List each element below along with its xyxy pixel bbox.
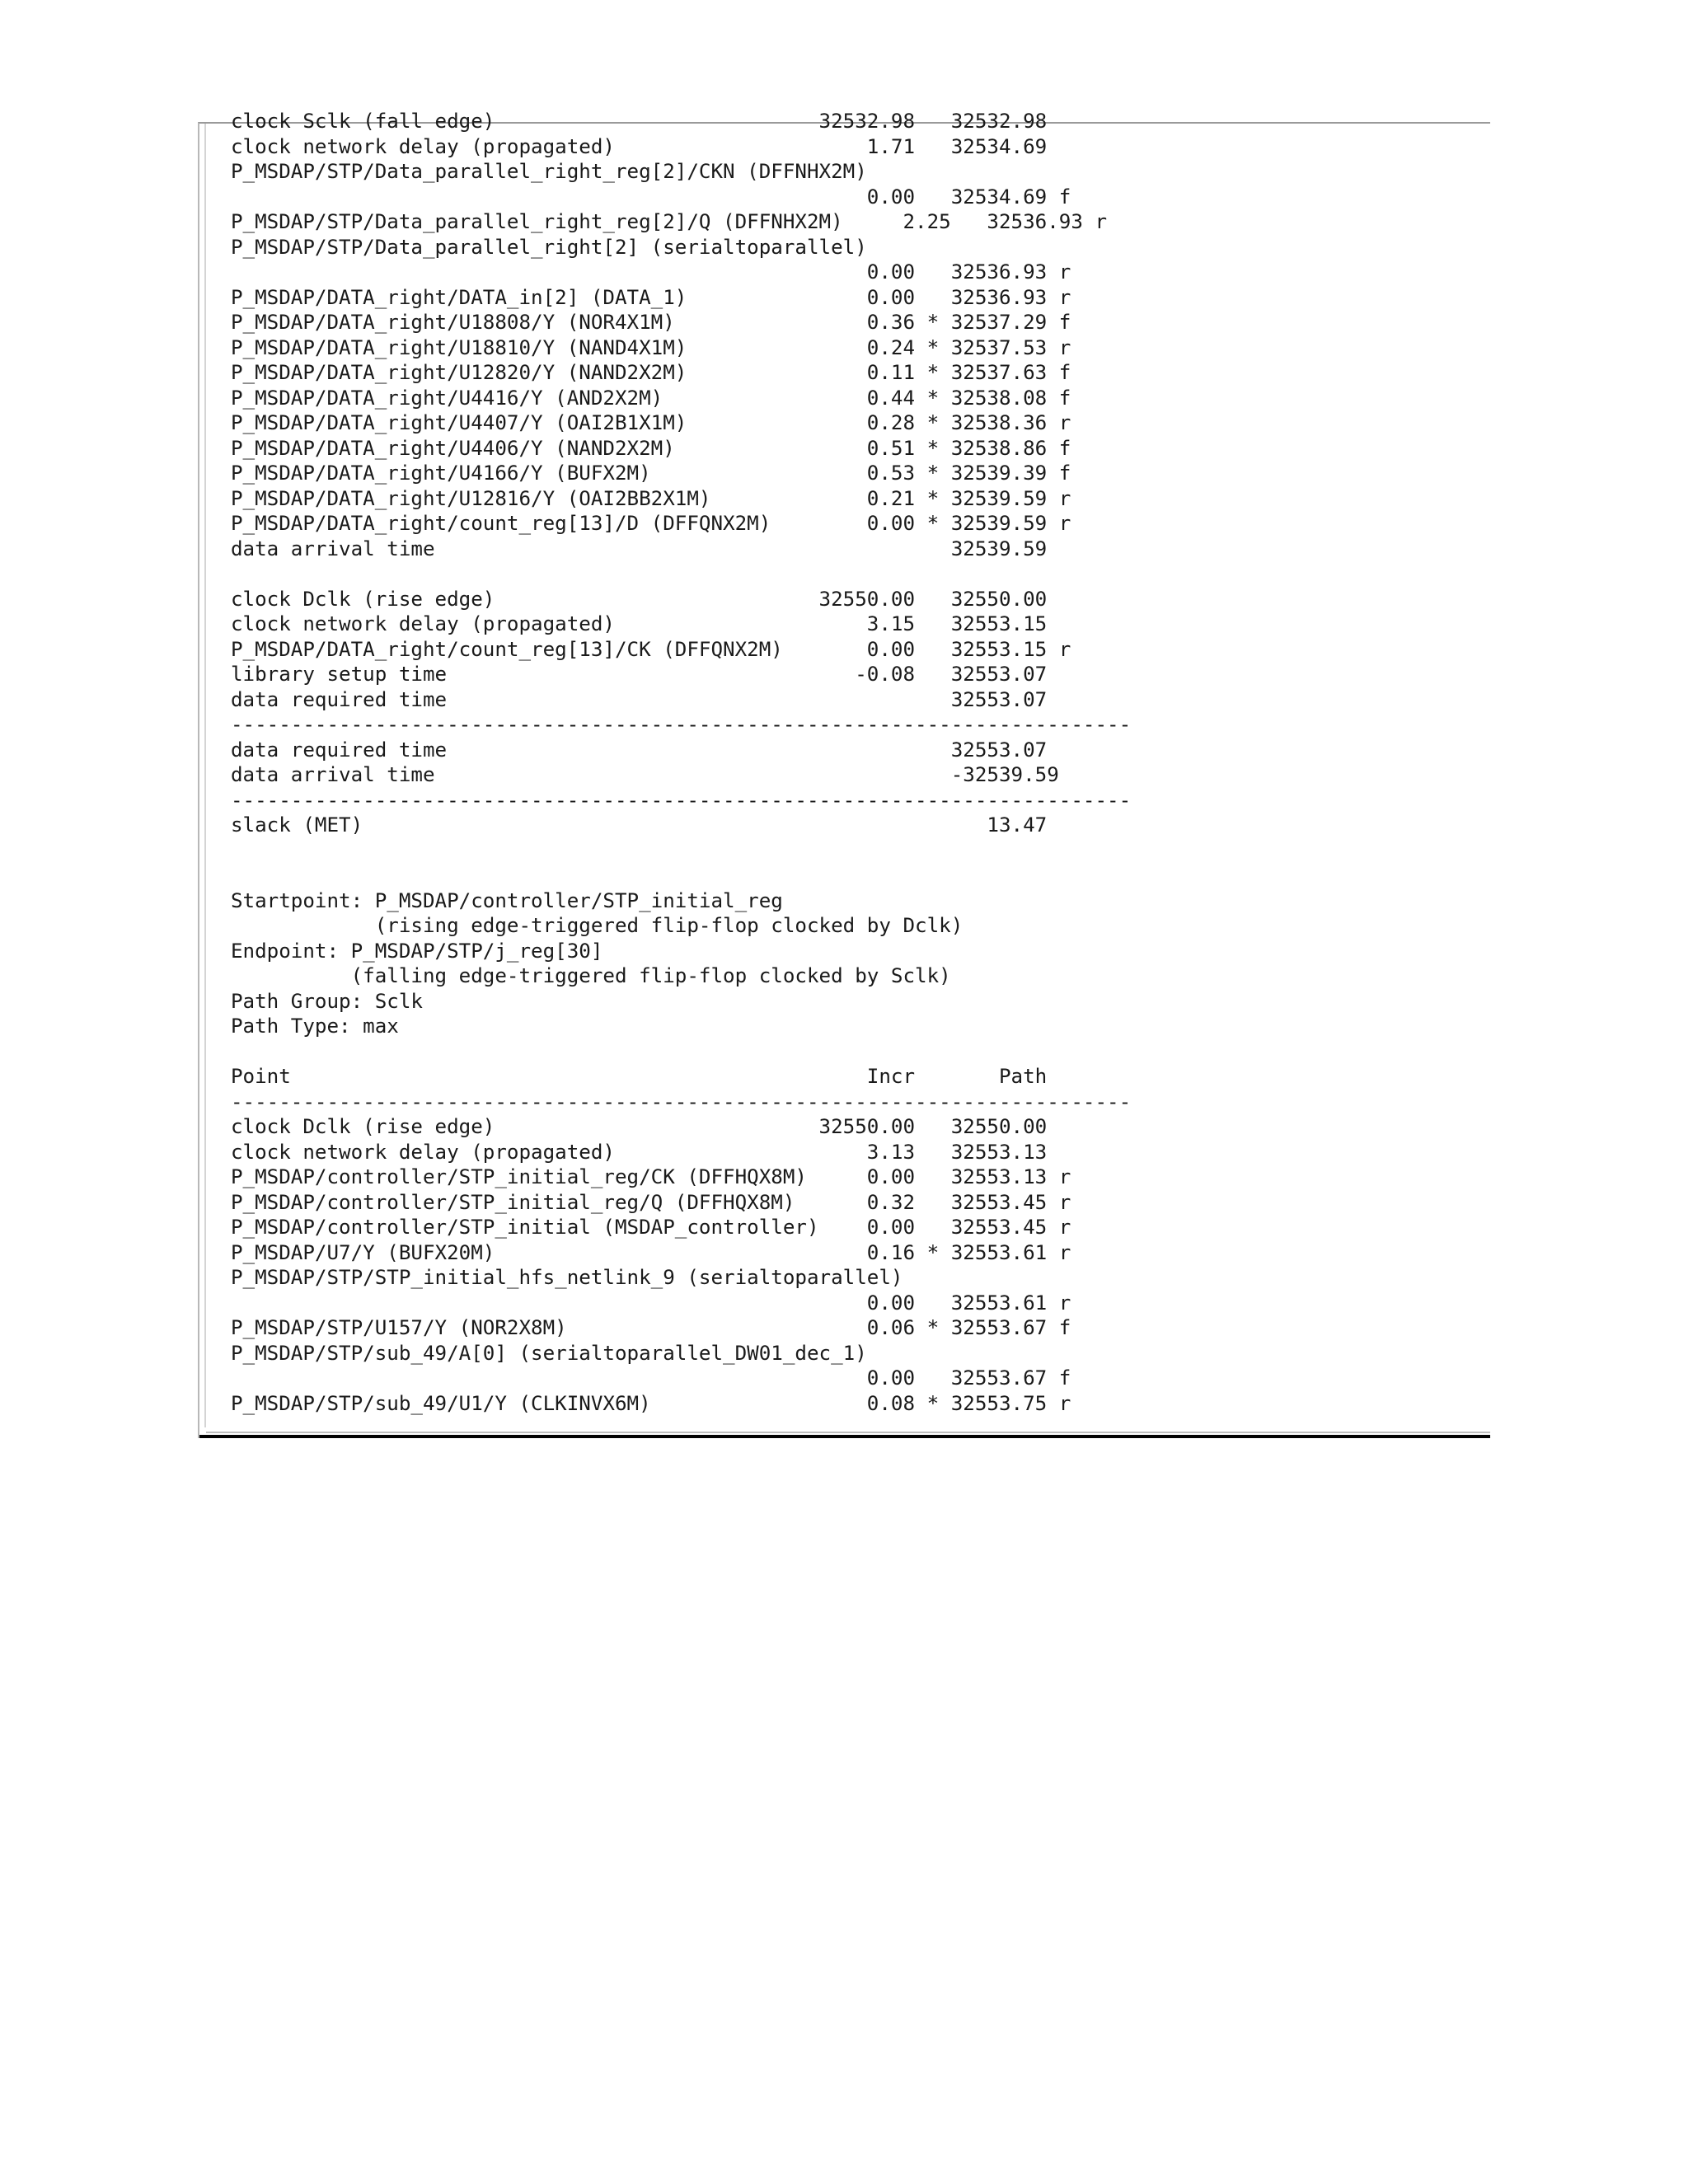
report-line: P_MSDAP/controller/STP_initial (MSDAP_controller) 0.00 32553.45 r bbox=[231, 1216, 1071, 1239]
report-line: P_MSDAP/STP/sub_49/A[0] (serialtoparallel_DW01_dec_1) bbox=[231, 1341, 867, 1365]
report-line: P_MSDAP/controller/STP_initial_reg/CK (DFFHQX8M) 0.00 32553.13 r bbox=[231, 1165, 1071, 1188]
report-line bbox=[231, 561, 1489, 587]
report-line: P_MSDAP/DATA_right/U4416/Y (AND2X2M) 0.44 * 32538.08 f bbox=[231, 386, 1071, 410]
report-line: --------------------------------------------------------------------------- bbox=[231, 713, 1132, 736]
report-line: clock network delay (propagated) 3.15 32553.15 bbox=[231, 612, 1048, 635]
report-line: P_MSDAP/STP/Data_parallel_right_reg[2]/CKN (DFFNHX2M) bbox=[231, 160, 867, 183]
timing-report bbox=[231, 110, 1489, 1426]
report-line: P_MSDAP/STP/U157/Y (NOR2X8M) 0.06 * 32553.67 f bbox=[231, 1316, 1071, 1339]
report-line: Endpoint: P_MSDAP/STP/j_reg[30] bbox=[231, 939, 603, 963]
report-line: P_MSDAP/DATA_right/count_reg[13]/D (DFFQNX2M) 0.00 * 32539.59 r bbox=[231, 512, 1071, 535]
report-line: P_MSDAP/STP/Data_parallel_right_reg[2]/Q (DFFNHX2M) 2.25 32536.93 r bbox=[231, 210, 1108, 233]
report-line: P_MSDAP/DATA_right/U4166/Y (BUFX2M) 0.53 * 32539.39 f bbox=[231, 462, 1071, 485]
report-line: clock Sclk (fall edge) 32532.98 32532.98 bbox=[231, 110, 1048, 133]
window-bottom-border-light bbox=[206, 1432, 1490, 1433]
report-line: library setup time -0.08 32553.07 bbox=[231, 663, 1048, 686]
report-line bbox=[231, 863, 1489, 888]
report-line: Point Incr Path bbox=[231, 1065, 1048, 1088]
report-line: clock network delay (propagated) 3.13 32553.13 bbox=[231, 1140, 1048, 1164]
window-bottom-border bbox=[199, 1435, 1490, 1438]
report-line: data arrival time 32539.59 bbox=[231, 537, 1048, 560]
report-line bbox=[231, 838, 1489, 864]
report-line: clock Dclk (rise edge) 32550.00 32550.00 bbox=[231, 1115, 1048, 1138]
report-line: --------------------------------------------------------------------------- bbox=[231, 788, 1132, 812]
report-line: (falling edge-triggered flip-flop clocked by Sclk) bbox=[231, 964, 951, 987]
report-line: slack (MET) 13.47 bbox=[231, 813, 1048, 837]
report-line: P_MSDAP/DATA_right/count_reg[13]/CK (DFFQNX2M) 0.00 32553.15 r bbox=[231, 637, 1071, 661]
report-line: P_MSDAP/DATA_right/U18808/Y (NOR4X1M) 0.36 * 32537.29 f bbox=[231, 311, 1071, 334]
report-line: P_MSDAP/DATA_right/U4407/Y (OAI2B1X1M) 0.28 * 32538.36 r bbox=[231, 411, 1071, 434]
report-line: clock network delay (propagated) 1.71 32534.69 bbox=[231, 134, 1048, 158]
report-line: P_MSDAP/STP/STP_initial_hfs_netlink_9 (serialtoparallel) bbox=[231, 1266, 903, 1289]
report-line: (rising edge-triggered flip-flop clocked by Dclk) bbox=[231, 914, 964, 937]
report-line: P_MSDAP/DATA_right/U18810/Y (NAND4X1M) 0.24 * 32537.53 r bbox=[231, 335, 1071, 359]
report-line: clock Dclk (rise edge) 32550.00 32550.00 bbox=[231, 587, 1048, 611]
report-line: 0.00 32553.61 r bbox=[231, 1291, 1071, 1315]
report-line bbox=[231, 1039, 1489, 1065]
window-left-border bbox=[204, 124, 206, 1427]
report-line: data arrival time -32539.59 bbox=[231, 763, 1059, 786]
report-line: P_MSDAP/DATA_right/U12816/Y (OAI2BB2X1M) 0.21 * 32539.59 r bbox=[231, 486, 1071, 510]
report-line: data required time 32553.07 bbox=[231, 687, 1048, 711]
report-line: P_MSDAP/U7/Y (BUFX20M) 0.16 * 32553.61 r bbox=[231, 1240, 1071, 1264]
report-line: Path Type: max bbox=[231, 1015, 399, 1038]
report-line: 0.00 32553.67 f bbox=[231, 1366, 1071, 1390]
report-line: 0.00 32534.69 f bbox=[231, 185, 1071, 209]
report-line: Path Group: Sclk bbox=[231, 989, 423, 1013]
report-line: Startpoint: P_MSDAP/controller/STP_initial_reg bbox=[231, 888, 783, 912]
report-line: P_MSDAP/STP/sub_49/U1/Y (CLKINVX6M) 0.08 * 32553.75 r bbox=[231, 1391, 1071, 1415]
report-line: --------------------------------------------------------------------------- bbox=[231, 1090, 1132, 1113]
report-line: data required time 32553.07 bbox=[231, 738, 1048, 762]
report-line: 0.00 32536.93 r bbox=[231, 260, 1071, 284]
report-line: P_MSDAP/DATA_right/U4406/Y (NAND2X2M) 0.51 * 32538.86 f bbox=[231, 436, 1071, 460]
report-line: P_MSDAP/DATA_right/U12820/Y (NAND2X2M) 0.11 * 32537.63 f bbox=[231, 361, 1071, 384]
report-line: P_MSDAP/controller/STP_initial_reg/Q (DFFHQX8M) 0.32 32553.45 r bbox=[231, 1190, 1071, 1214]
report-line: P_MSDAP/STP/Data_parallel_right[2] (serialtoparallel) bbox=[231, 235, 867, 259]
report-line: P_MSDAP/DATA_right/DATA_in[2] (DATA_1) 0.00 32536.93 r bbox=[231, 285, 1071, 309]
